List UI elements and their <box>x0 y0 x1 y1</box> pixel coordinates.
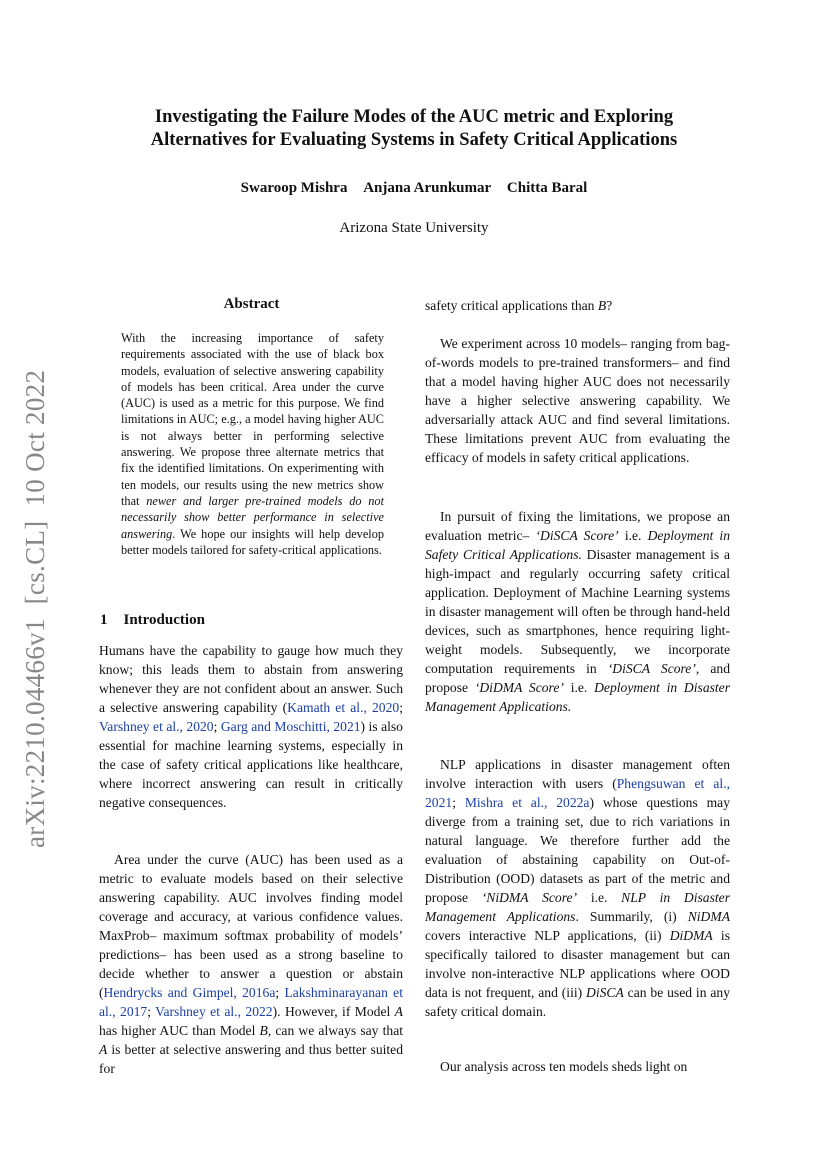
model-variable: A <box>394 1004 403 1019</box>
right-paragraph-0 <box>425 296 730 315</box>
body-text: In pursuit of fixing the limitations, we propose an evaluation metric– <box>425 509 730 543</box>
abstract-heading: Abstract <box>223 296 280 312</box>
abstract-emphasis: newer and larger pre-trained models do not necessarily show better performance in selective answering <box>121 493 384 541</box>
paper-title <box>60 106 768 152</box>
citation-link[interactable]: Lakshminarayanan et al., 2017 <box>99 985 403 1019</box>
metric-name: ‘DiSCA Score’ <box>607 661 696 676</box>
section-heading <box>100 612 205 629</box>
section-number: 1 <box>100 612 108 628</box>
metric-name: ‘DiSCA Score’ <box>535 528 619 543</box>
body-text: i.e. <box>563 680 595 695</box>
arxiv-date: 10 Oct 2022 <box>20 369 50 507</box>
body-text: has higher AUC than Model <box>99 1023 260 1038</box>
author-name: Swaroop Mishra <box>240 180 348 196</box>
body-text: ; <box>275 985 285 1000</box>
metric-expansion: Deployment in Disaster Management Applications. <box>425 680 731 714</box>
body-text: is specifically tailored to disaster management but can involve non-interactive NLP applications where OOD data is not frequent, and (iii) <box>425 928 730 1000</box>
author-list <box>60 180 768 197</box>
citation-link[interactable]: Varshney et al., 2020 <box>99 719 214 734</box>
body-text: NLP applications in disaster management often involve interaction with users ( <box>425 757 730 791</box>
metric-name: NiDMA <box>687 909 730 924</box>
metric-name: DiDMA <box>669 928 713 943</box>
section-title: Introduction <box>123 612 205 628</box>
right-paragraph-2 <box>425 507 730 716</box>
arxiv-id: arXiv:2210.04466v1 <box>20 618 50 848</box>
body-text: ? <box>606 298 613 313</box>
metric-expansion: NLP in Disaster Management Applications <box>425 890 730 924</box>
arxiv-sidebar-stamp <box>20 368 51 848</box>
citation-link[interactable]: Phengsuwan et al., 2021 <box>425 776 730 810</box>
body-text: covers interactive NLP applications, (ii) <box>425 928 670 943</box>
metric-name: DiSCA <box>586 985 624 1000</box>
right-paragraph-3 <box>425 755 730 1021</box>
model-variable: A <box>99 1042 108 1057</box>
body-text: Our analysis across ten models sheds light on <box>440 1059 688 1074</box>
body-text: Area under the curve (AUC) has been used as a metric to evaluate models based on their selective answering capability. AUC involves finding model coverage and accuracy, at various confidence values. MaxProb– maximum softmax probability of models’ predictions– has been used as a strong baseline to decide whether to answer a question or abstain ( <box>99 852 403 1000</box>
body-text: ; <box>399 700 403 715</box>
model-variable: B <box>259 1023 268 1038</box>
body-text: ). However, if Model <box>272 1004 395 1019</box>
right-paragraph-1 <box>425 334 730 467</box>
body-text: ) whose questions may diverge from a training set, due to rich variations in natural language. We therefore further add the evaluation of abstaining capability on Out-of-Distribution (OOD) datasets as part of the metric and propose <box>425 795 730 905</box>
abstract-text: With the increasing importance of safety requirements associated with the use of black box models, evaluation of selective answering capability of models has been critical. Area under the curve (AUC) is used as a metric for this purpose. We find limitations in AUC; e.g., a model having higher AUC is not always better in performing selective answering. We propose three alternate metrics that fix the identified limitations. On experimenting with ten models, our results using the new metrics show that <box>121 331 384 508</box>
author-name: Chitta Baral <box>506 180 588 196</box>
title-line-1: Investigating the Failure Modes of the AUC metric and Exploring <box>154 107 674 127</box>
abstract-text: . We hope our insights will help develop better models tailored for safety-critical applications. <box>121 526 384 557</box>
body-text: . Summarily, (i) <box>575 909 688 924</box>
metric-expansion: Deployment in Safety Critical Applications. <box>425 528 731 562</box>
body-text: Disaster management is a high-impact and regularly occurring safety critical application. Deployment of Machine Learning systems in disaster management will often be through hand-held devices, such as smartphones, hence requiring light-weight models. Subsequently, we incorporate computation requirements in <box>425 547 730 676</box>
intro-paragraph-2 <box>99 850 403 1078</box>
body-text: is better at selective answering and thus better suited for <box>99 1042 403 1076</box>
citation-link[interactable]: Hendrycks and Gimpel, 2016a <box>103 985 276 1000</box>
body-text: , can we always say that <box>267 1023 404 1038</box>
model-variable: B <box>597 298 607 313</box>
body-text: ; <box>452 795 465 810</box>
body-text: safety critical applications than <box>425 298 598 313</box>
citation-link[interactable]: Mishra et al., 2022a <box>464 795 590 810</box>
abstract-body <box>121 330 384 558</box>
title-line-2: Alternatives for Evaluating Systems in Safety Critical Applications <box>150 130 678 150</box>
body-text: , and propose <box>425 661 730 695</box>
arxiv-category: [cs.CL] <box>20 520 50 605</box>
metric-name: ‘NiDMA Score’ <box>481 890 578 905</box>
citation-link[interactable]: Garg and Moschitti, 2021 <box>220 719 361 734</box>
citation-link[interactable]: Kamath et al., 2020 <box>287 700 400 715</box>
body-text: ; <box>213 719 221 734</box>
body-text: i.e. <box>577 890 622 905</box>
citation-link[interactable]: Varshney et al., 2022 <box>155 1004 273 1019</box>
body-text: ) is also essential for machine learning systems, especially in the case of safety critical applications like healthcare, where incorrect answering can result in critically negative consequences. <box>99 719 403 810</box>
body-text: We experiment across 10 models– ranging from bag-of-words models to pre-trained transformers– and find that a model having higher AUC does not necessarily have a higher selective answering capability. We adversarially attack AUC and find several limitations. These limitations prevent AUC from evaluating the efficacy of models in safety critical applications. <box>425 336 730 465</box>
body-text: can be used in any safety critical domain. <box>425 985 730 1019</box>
body-text: ; <box>147 1004 156 1019</box>
body-text: i.e. <box>618 528 648 543</box>
intro-paragraph-1 <box>99 641 403 812</box>
metric-name: ‘DiDMA Score’ <box>474 680 564 695</box>
body-text: Humans have the capability to gauge how much they know; this leads them to abstain from answering whenever they are not confident about an answer. Such a selective answering capability ( <box>99 643 403 715</box>
author-name: Anjana Arunkumar <box>363 180 492 196</box>
right-paragraph-4 <box>425 1057 730 1076</box>
affiliation: Arizona State University <box>339 220 489 236</box>
